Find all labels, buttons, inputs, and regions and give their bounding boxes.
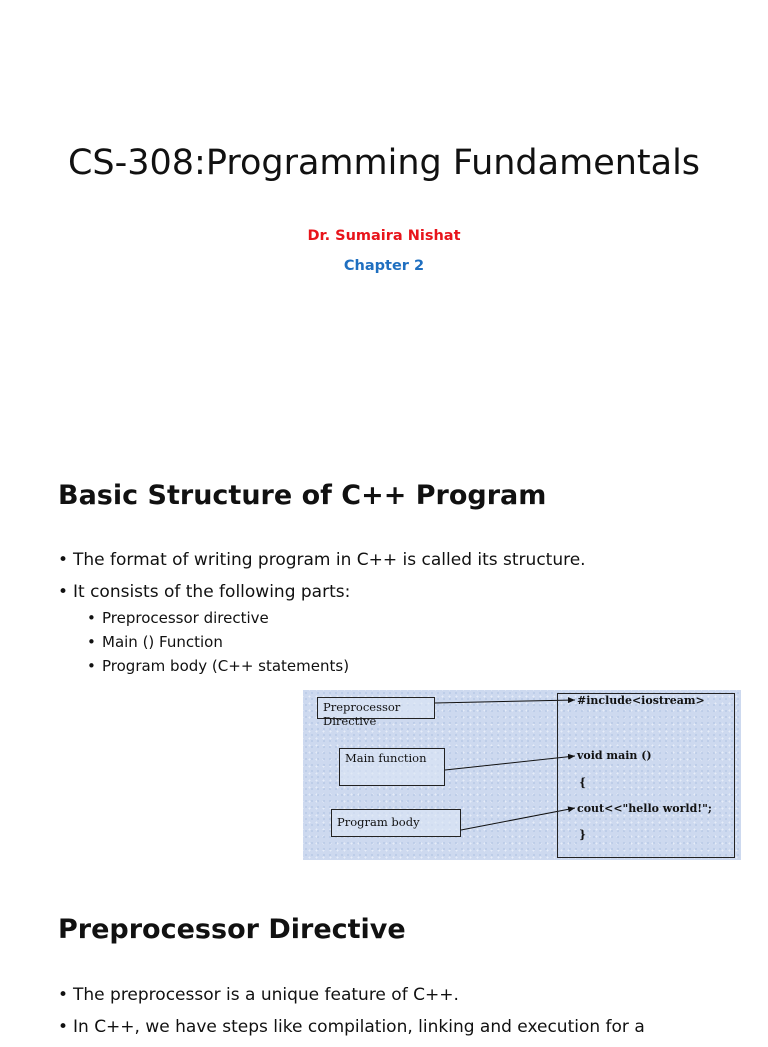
bullet-item: • The preprocessor is a unique feature of C++. (58, 983, 645, 1007)
sub-bullet-item: • Main () Function (87, 630, 586, 654)
sub-bullet-list (87, 606, 586, 678)
structure-slide (0, 440, 768, 860)
bullet-list (58, 983, 645, 1047)
program-body-label-box: Program body (331, 809, 461, 837)
bullet-item: • In C++, we have steps like compilation, linking and execution for a (58, 1015, 645, 1039)
sub-bullet-item: • Preprocessor directive (87, 606, 586, 630)
bullet-item: • The format of writing program in C++ is called its structure. (58, 548, 586, 572)
code-include: #include<iostream> (577, 694, 705, 707)
bullet-text: It consists of the following parts: (73, 582, 351, 602)
program-structure-diagram (303, 690, 741, 860)
code-main: void main () (577, 749, 652, 762)
code-cout: cout<<"hello world!"; (577, 802, 712, 815)
code-close-brace: } (579, 828, 587, 841)
bullet-list (58, 548, 586, 686)
author-name: Dr. Sumaira Nishat (307, 228, 461, 244)
arrow-main (445, 756, 575, 770)
slide-heading: Preprocessor Directive (58, 914, 406, 945)
course-title: CS-308:Programming Fundamentals (67, 143, 701, 183)
title-slide (0, 0, 768, 440)
main-function-label-box: Main function (339, 748, 445, 786)
arrow-preprocessor (435, 700, 575, 703)
bullet-item (58, 580, 586, 678)
slide-heading: Basic Structure of C++ Program (58, 480, 547, 511)
preprocessor-slide (0, 860, 768, 1037)
chapter-label: Chapter 2 (343, 258, 425, 274)
preprocessor-label-box: Preprocessor Directive (317, 697, 435, 719)
code-open-brace: { (579, 776, 587, 789)
sub-bullet-item: • Program body (C++ statements) (87, 654, 586, 678)
